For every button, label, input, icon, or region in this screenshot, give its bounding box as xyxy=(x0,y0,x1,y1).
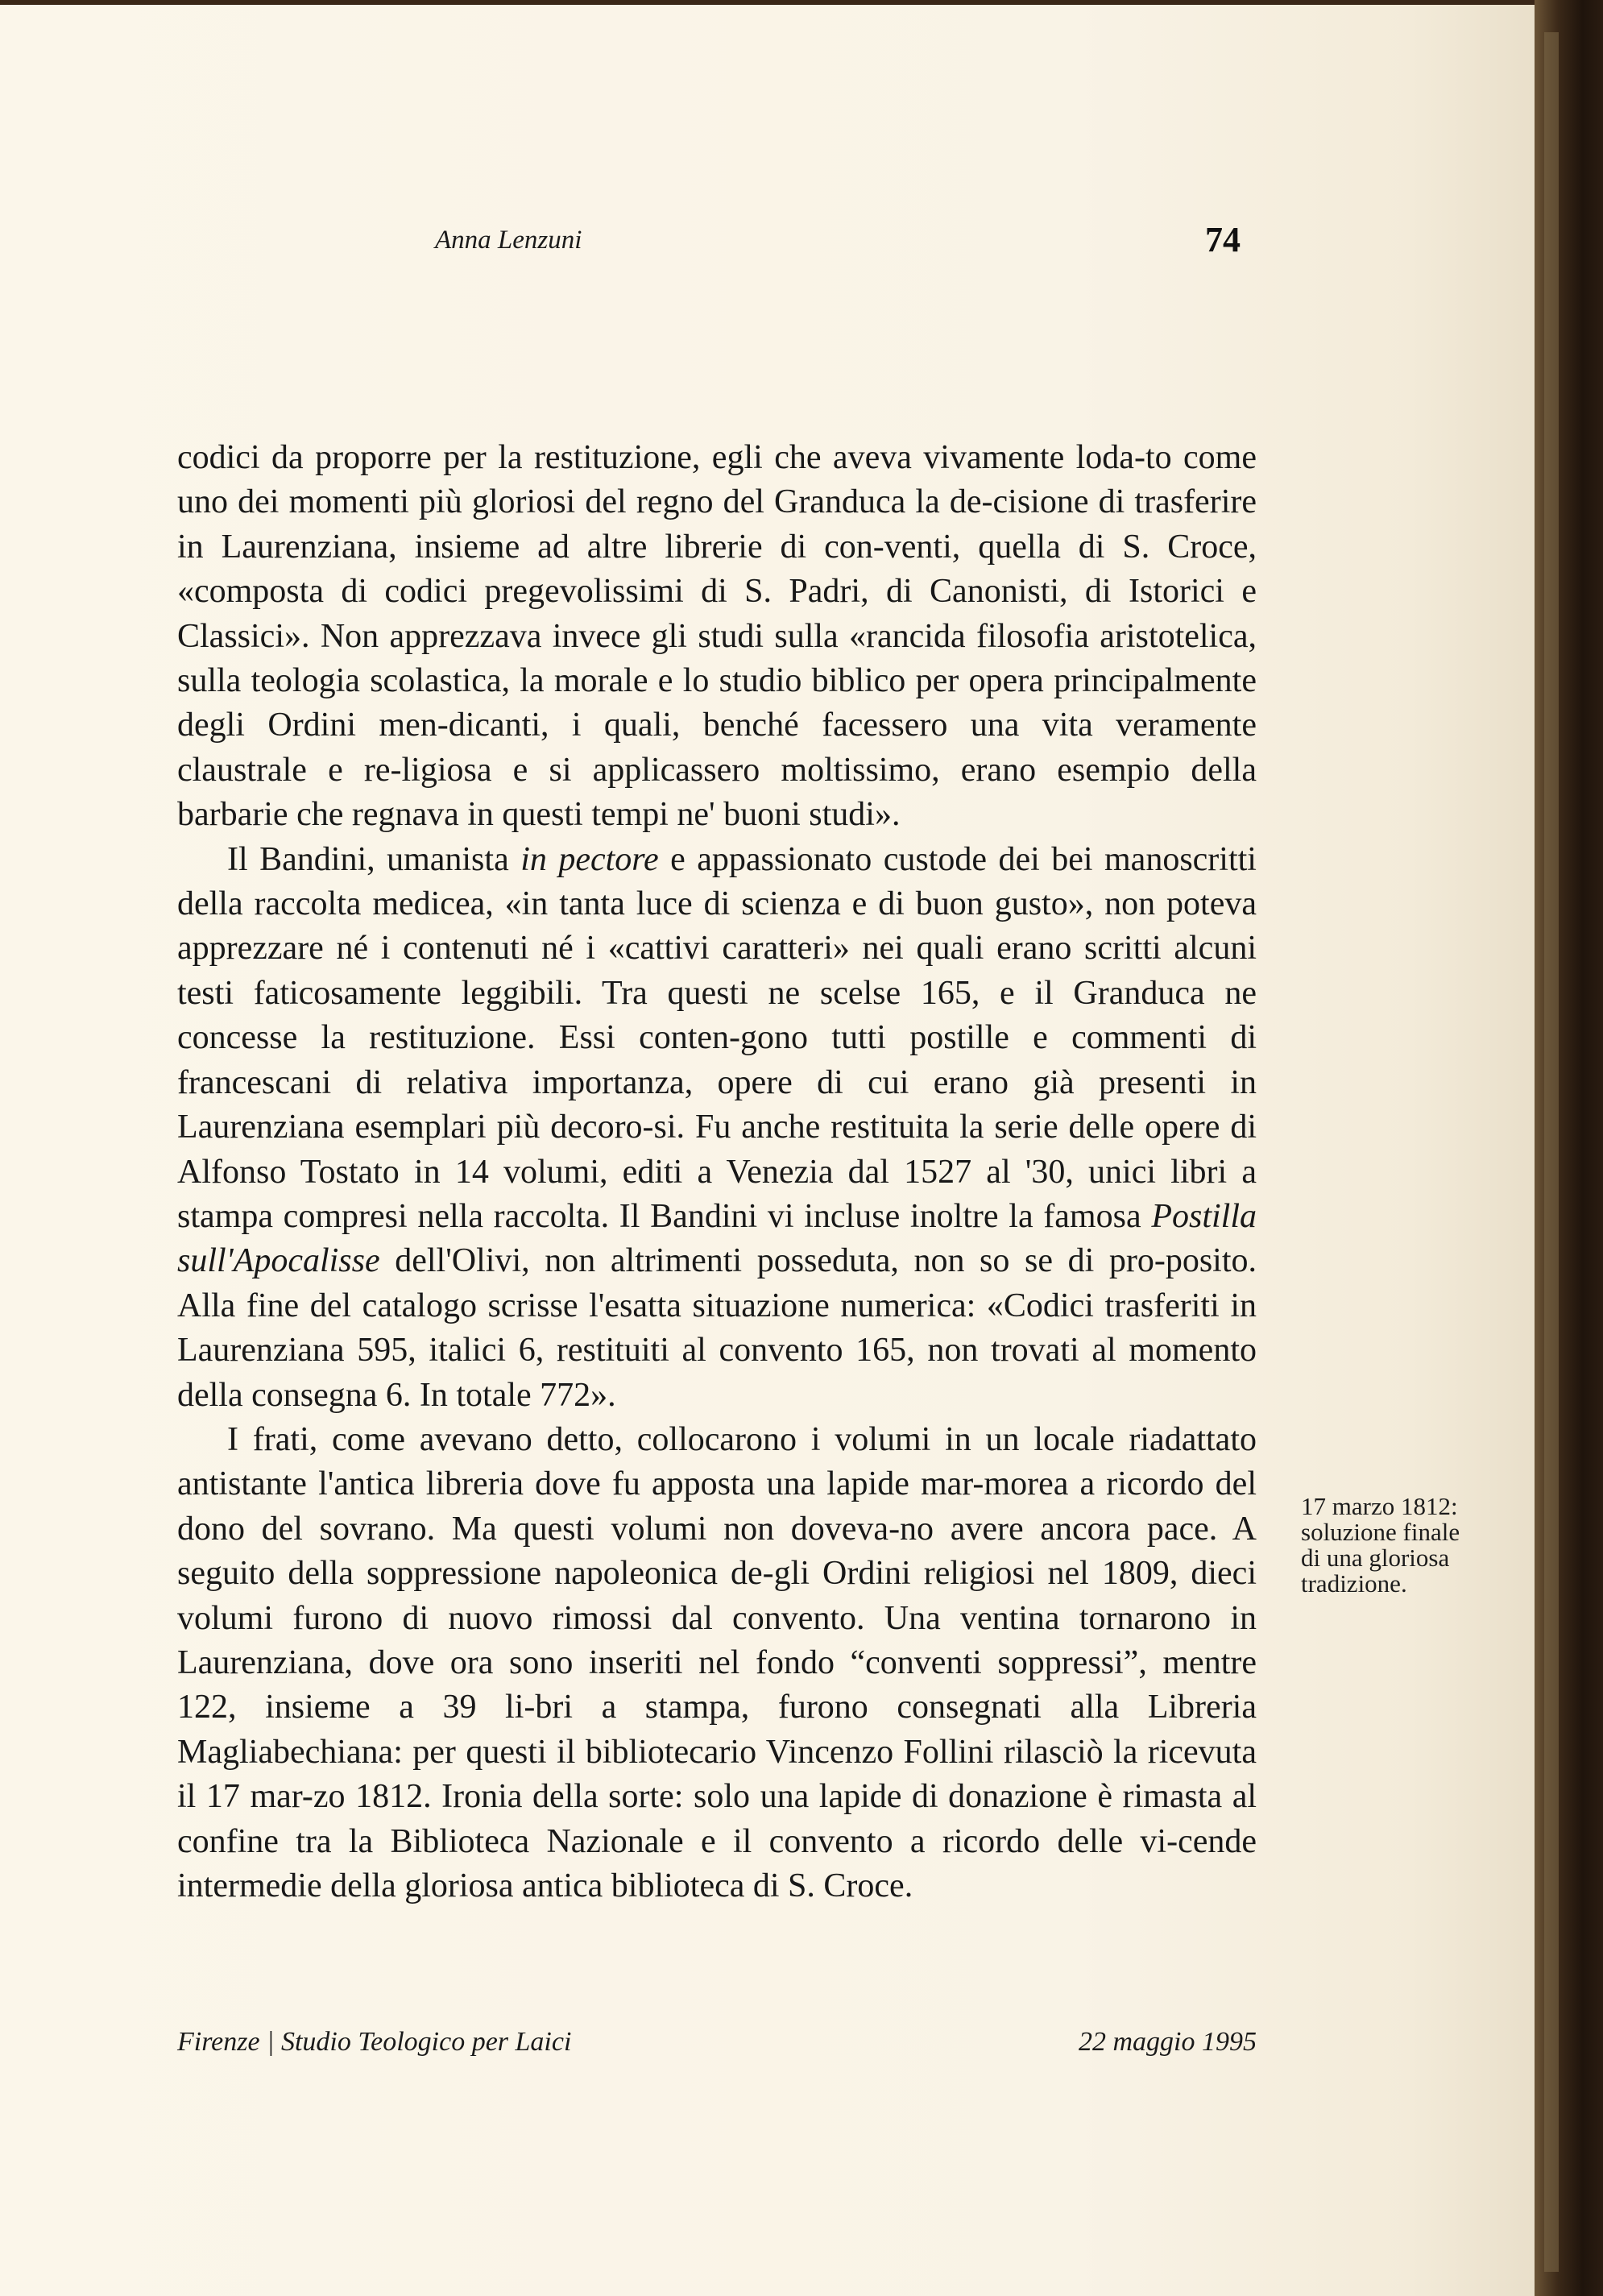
margin-note-line-1: 17 marzo 1812: xyxy=(1301,1492,1458,1520)
paragraph-2-italic-1: in pectore xyxy=(520,840,659,878)
paragraph-2-italic-2: Postilla sull'Apocalisse xyxy=(177,1197,1257,1280)
page-number: 74 xyxy=(1205,220,1241,259)
paragraph-2 xyxy=(177,838,1257,1418)
margin-note-line-2: soluzione finale xyxy=(1301,1518,1460,1546)
margin-note-line-4: tradizione. xyxy=(1301,1569,1407,1598)
book-spine xyxy=(1535,0,1603,2296)
paragraph-2-part-a: Il Bandini, umanista xyxy=(227,840,521,878)
footer-left: Firenze | Studio Teologico per Laici xyxy=(177,2027,572,2057)
footer-date: 22 maggio 1995 xyxy=(1079,2027,1257,2057)
paragraph-1: codici da proporre per la restituzione, egli che aveva vivamente loda-to come uno dei momenti più gloriosi del regno del Granduca la de-cisione di trasferire in Laurenziana, insieme ad altre librerie di con-venti, quella di S. Croce, «composta di codici pregevolissimi di S. Padri, di Canonisti, di Istorici e Classici». Non apprezzava invece gli studi sulla «rancida filosofia aristotelica, sulla teologia scolastica, la morale e lo studio biblico per opera principalmente degli Ordini men-dicanti, i quali, benché facessero una vita veramente claustrale e re-ligiosa e si applicassero moltissimo, erano esempio della barbarie che regnava in questi tempi ne' buoni studi». xyxy=(177,439,1257,834)
paragraph-2-part-c: dell'Olivi, non altrimenti posseduta, non so se di pro-posito. Alla fine del catalogo scrisse l'esatta situazione numerica: «Codici trasferiti in Laurenziana 595, italici 6, restituiti al convento 165, non trovati al momento della consegna 6. In totale 772». xyxy=(177,1242,1257,1414)
running-header xyxy=(435,219,1241,267)
paragraph-3: I frati, come avevano detto, collocarono i volumi in un locale riadattato antistante l'antica libreria dove fu apposta una lapide mar-morea a ricordo del dono del sovrano. Ma questi volumi non doveva-no avere ancora pace. A seguito della soppressione napoleonica de-gli Ordini religiosi nel 1809, dieci volumi furono di nuovo rimossi dal convento. Una ventina tornarono in Laurenziana, dove ora sono inseriti nel fondo “conventi soppressi”, mentre 122, insieme a 39 li-bri a stampa, furono consegnati alla Libreria Magliabechiana: per questi il bibliotecario Vincenzo Follini rilasciò la ricevuta il 17 mar-zo 1812. Ironia della sorte: solo una lapide di donazione è rimasta al confine tra la Biblioteca Nazionale e il convento a ricordo delle vi-cende intermedie della gloriosa antica biblioteca di S. Croce. xyxy=(177,1420,1257,1904)
paragraph-2-part-b: e appassionato custode dei bei manoscritti della raccolta medicea, «in tanta luce di scienza e di buon gusto», non poteva apprezzare né i contenuti né i «cattivi caratteri» nei quali erano scritti alcuni testi faticosamente leggibili. Tra questi ne scelse 165, e il Granduca ne concesse la restituzione. Essi conten-gono tutti postille e commenti di francescani di relativa importanza, opere di cui erano già presenti in Laurenziana esemplari più decoro-si. Fu anche restituita la serie delle opere di Alfonso Tostato in 14 volumi, editi a Venezia dal 1527 al '30, unici libri a stampa compresi nella raccolta. Il Bandini vi incluse inoltre la famosa xyxy=(177,840,1257,1235)
margin-note xyxy=(1301,1494,1512,1597)
spine-edge xyxy=(1544,32,1559,2272)
body-text xyxy=(177,436,1257,1908)
margin-note-line-3: di una gloriosa xyxy=(1301,1544,1450,1572)
header-author: Anna Lenzuni xyxy=(435,226,582,255)
